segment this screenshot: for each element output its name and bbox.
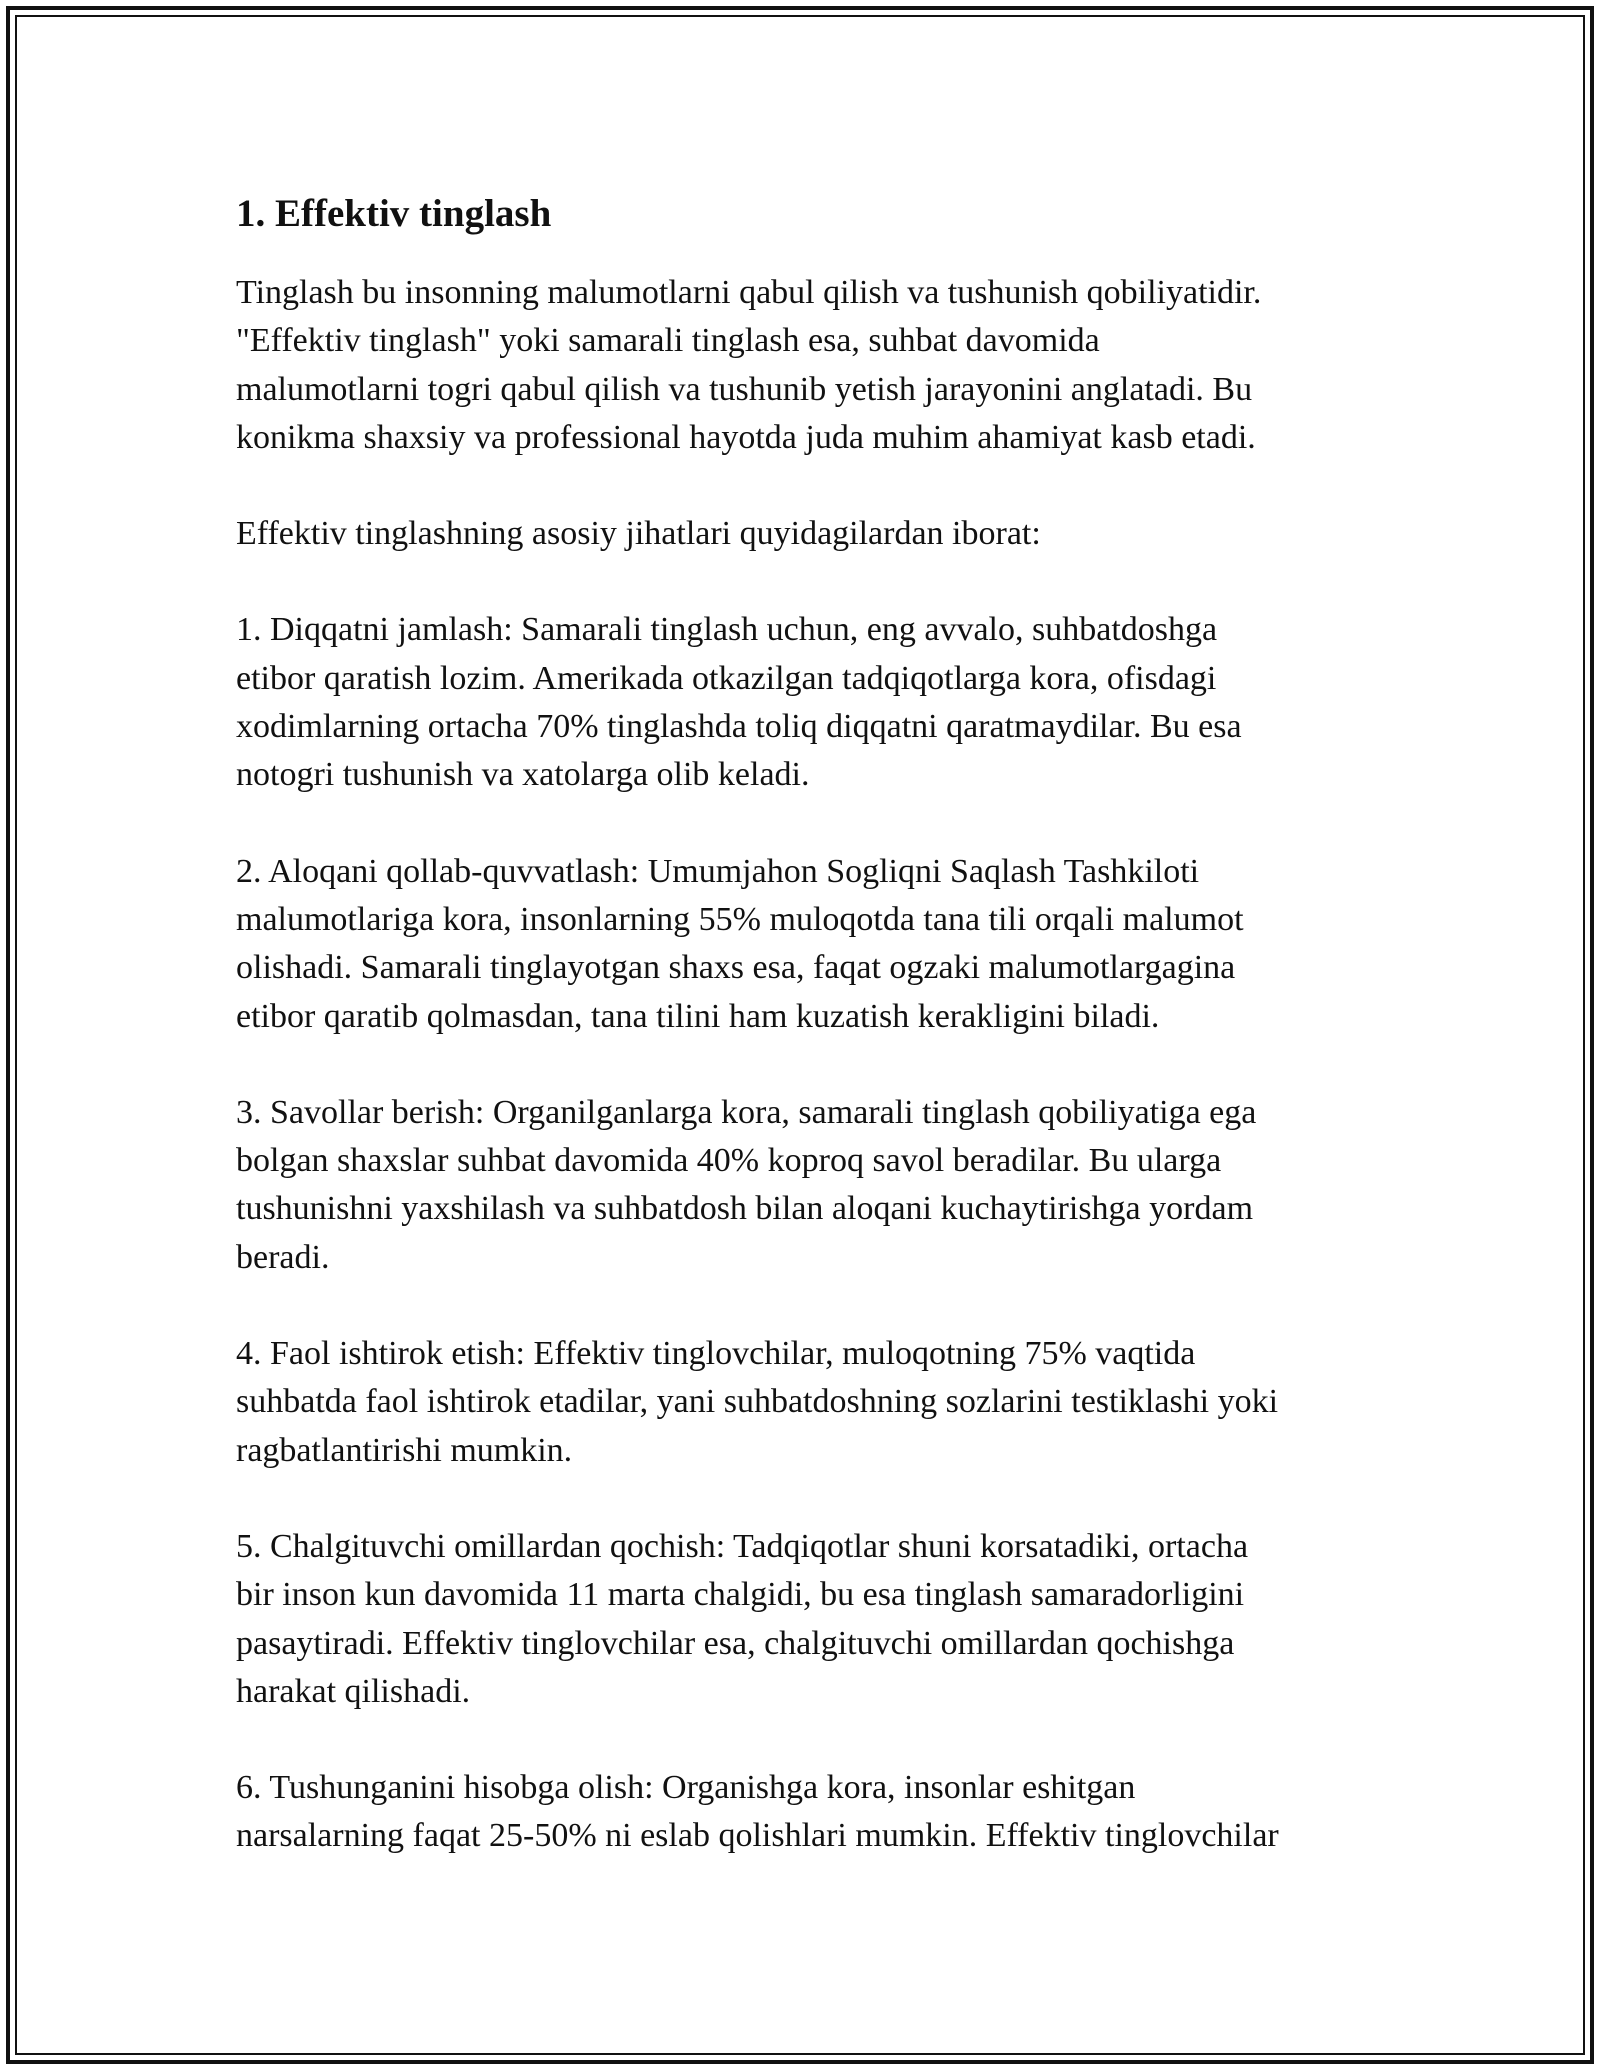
text-line: etibor qaratib qolmasdan, tana tilini ham kuzatish kerakligini biladi. — [236, 997, 1160, 1035]
text-line: konikma shaxsiy va professional hayotda juda muhim ahamiyat kasb etadi. — [236, 418, 1256, 456]
text-line: 3. Savollar berish: Organilganlarga kora, samarali tinglash qobiliyatiga ega — [236, 1093, 1257, 1131]
section-heading: 1. Effektiv tinglash — [236, 192, 552, 235]
paragraph-item-3 — [236, 1089, 1386, 1282]
text-line: narsalarning faqat 25-50% ni eslab qolishlari mumkin. Effektiv tinglovchilar — [236, 1817, 1279, 1855]
text-line: bir inson kun davomida 11 marta chalgidi, bu esa tinglash samaradorligini — [236, 1576, 1245, 1614]
text-line: beradi. — [236, 1238, 330, 1276]
text-line: 5. Chalgituvchi omillardan qochish: Tadqiqotlar shuni korsatadiki, ortacha — [236, 1527, 1249, 1565]
document-body — [236, 185, 1386, 1909]
text-line: malumotlariga kora, insonlarning 55% muloqotda tana tili orqali malumot — [236, 900, 1244, 938]
paragraph-item-6 — [236, 1764, 1386, 1861]
text-line: 4. Faol ishtirok etish: Effektiv tinglovchilar, muloqotning 75% vaqtida — [236, 1335, 1196, 1373]
text-line: etibor qaratish lozim. Amerikada otkazilgan tadqiqotlarga kora, ofisdagi — [236, 659, 1217, 697]
text-line: 1. Diqqatni jamlash: Samarali tinglash uchun, eng avvalo, suhbatdoshga — [236, 611, 1218, 649]
text-line: malumotlarni togri qabul qilish va tushunib yetish jarayonini anglatadi. Bu — [236, 370, 1253, 408]
text-line: harakat qilishadi. — [236, 1672, 471, 1710]
text-line: Effektiv tinglashning asosiy jihatlari quyidagilardan iborat: — [236, 515, 1041, 553]
text-line: xodimlarning ortacha 70% tinglashda toliq diqqatni qaratmaydilar. Bu esa — [236, 708, 1242, 746]
paragraph-item-5 — [236, 1523, 1386, 1716]
text-line: pasaytiradi. Effektiv tinglovchilar esa, chalgituvchi omillardan qochishga — [236, 1624, 1235, 1662]
text-line: tushunishni yaxshilash va suhbatdosh bilan aloqani kuchaytirishga yordam — [236, 1190, 1254, 1228]
paragraph-item-2 — [236, 848, 1386, 1041]
text-line: ragbatlantirishi mumkin. — [236, 1431, 573, 1469]
paragraph-item-4 — [236, 1330, 1386, 1475]
paragraph-item-1 — [236, 606, 1386, 799]
text-line: suhbatda faol ishtirok etadilar, yani suhbatdoshning sozlarini testiklashi yoki — [236, 1383, 1279, 1421]
text-line: "Effektiv tinglash" yoki samarali tinglash esa, suhbat davomida — [236, 322, 1100, 360]
text-line: bolgan shaxslar suhbat davomida 40% koproq savol beradilar. Bu ularga — [236, 1142, 1222, 1180]
paragraph-list-intro — [236, 510, 1386, 558]
text-line: 2. Aloqani qollab-quvvatlash: Umumjahon Sogliqni Saqlash Tashkiloti — [236, 852, 1200, 890]
text-line: olishadi. Samarali tinglayotgan shaxs esa, faqat ogzaki malumotlargagina — [236, 949, 1236, 987]
text-line: 6. Tushunganini hisobga olish: Organishga kora, insonlar eshitgan — [236, 1769, 1136, 1807]
text-line: notogri tushunish va xatolarga olib keladi. — [236, 756, 810, 794]
paragraph-intro — [236, 269, 1386, 462]
text-line: Tinglash bu insonning malumotlarni qabul qilish va tushunish qobiliyatidir. — [236, 274, 1262, 311]
